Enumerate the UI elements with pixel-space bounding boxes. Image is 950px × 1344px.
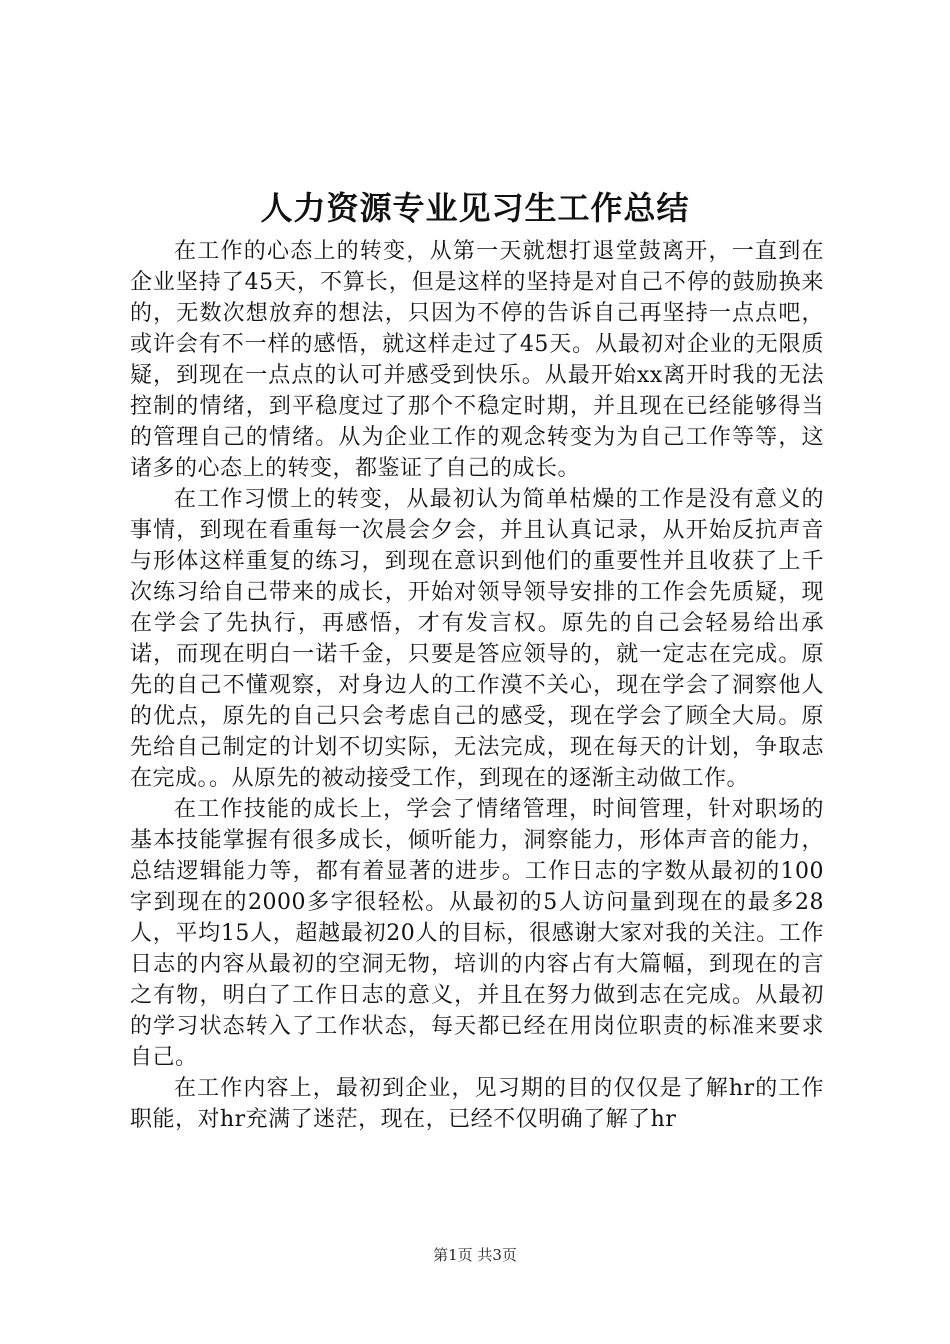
page-number-footer: 第1页 共3页: [433, 1246, 517, 1264]
document-title: 人力资源专业见习生工作总结: [260, 189, 690, 227]
paragraph-work-habits: 在工作习惯上的转变，从最初认为简单枯燥的工作是没有意义的事情，到现在看重每一次晨会夕会，并且认真记录，从开始反抗声音与形体这样重复的练习，到现在意识到他们的重要性并且收获了上千次练习给自己带来的成长，开始对领导领导安排的工作会先质疑，现在学会了先执行，再感悟，才有发言权。原先的自己会轻易给出承诺，而现在明白一诺千金，只要是答应领导的，就一定志在完成。原先的自己不懂观察，对身边人的工作漠不关心，现在学会了洞察他人的优点，原先的自己只会考虑自己的感受，现在学会了顾全大局。原先给自己制定的计划不切实际，无法完成，现在每天的计划，争取志在完成。。从原先的被动接受工作，到现在的逐渐主动做工作。: [130, 487, 824, 791]
document-body: [130, 236, 824, 1135]
paragraph-work-skills: 在工作技能的成长上，学会了情绪管理，时间管理，针对职场的基本技能掌握有很多成长，倾听能力，洞察能力，形体声音的能力，总结逻辑能力等，都有着显著的进步。工作日志的字数从最初的100字到现在的2000多字很轻松。从最初的5人访问量到现在的最多28人，平均15人，超越最初20人的目标，很感谢大家对我的关注。工作日志的内容从最初的空洞无物，培训的内容占有大篇幅，到现在的言之有物，明白了工作日志的意义，并且在努力做到志在完成。从最初的学习状态转入了工作状态，每天都已经在用岗位职责的标准来要求自己。: [130, 797, 824, 1070]
paragraph-work-content: 在工作内容上，最初到企业，见习期的目的仅仅是了解hr的工作职能，对hr充满了迷茫，现在，已经不仅明确了解了hr: [130, 1076, 824, 1132]
paragraph-mindset: 在工作的心态上的转变，从第一天就想打退堂鼓离开，一直到在企业坚持了45天，不算长，但是这样的坚持是对自己不停的鼓励换来的，无数次想放弃的想法，只因为不停的告诉自己再坚持一点点吧，或许会有不一样的感悟，就这样走过了45天。从最初对企业的无限质疑，到现在一点点的认可并感受到快乐。从最开始xx离开时我的无法控制的情绪，到平稳度过了那个不稳定时期，并且现在已经能够得当的管理自己的情绪。从为企业工作的观念转变为为自己工作等等，这诸多的心态上的转变，都鉴证了自己的成长。: [130, 239, 824, 481]
